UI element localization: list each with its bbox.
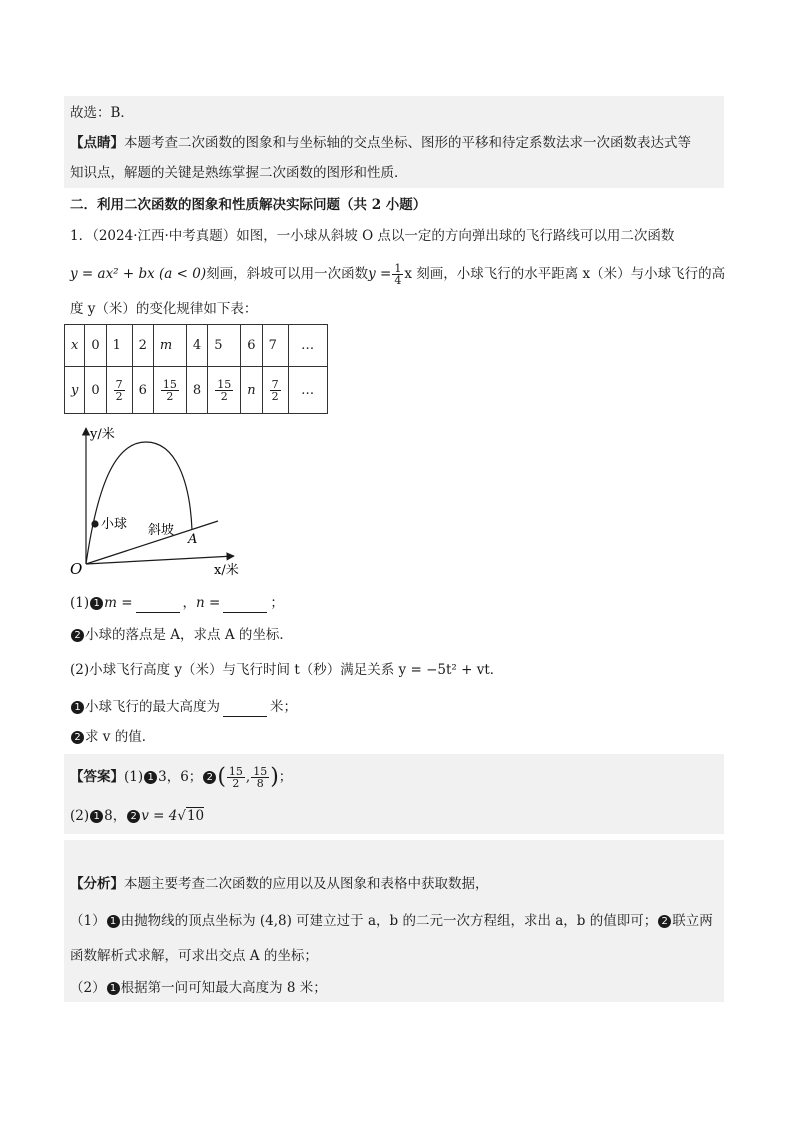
fraction-denominator: 2 [115, 389, 123, 403]
circled-one-icon: 1 [144, 771, 157, 784]
dianjing-line-2: 知识点，解题的关键是熟练掌握二次函数的图形和性质． [70, 165, 408, 181]
blank-m [136, 598, 180, 613]
analysis-text-2-end: 联立两 [672, 913, 713, 929]
question-1-2 [70, 625, 293, 645]
separator: ， [182, 595, 197, 611]
m-equals: m = [104, 595, 133, 611]
answer-values-1: 3，6； [158, 769, 203, 785]
fraction [114, 379, 125, 402]
table-cell [208, 367, 241, 414]
fraction-denominator: 2 [220, 389, 228, 403]
fraction-numerator: 15 [228, 765, 243, 778]
fraction-numerator: 1 [394, 262, 402, 275]
fraction-one-quarter [392, 263, 403, 286]
answer-label: 【答案】 [70, 769, 124, 785]
ball-label: 小球 [101, 517, 128, 532]
fraction [215, 379, 233, 402]
question-2: (2)小球飞行高度 y（米）与飞行时间 t（秒）满足关系 y = −5t² + vt． [70, 662, 504, 678]
question-2-2 [70, 727, 155, 747]
analysis-line-3: 函数解析式求解，可求出交点 A 的坐标； [70, 948, 318, 964]
circled-two-icon: 2 [203, 771, 216, 784]
table-cell: … [288, 325, 327, 367]
circled-two-icon: 2 [127, 810, 140, 823]
coord-comma: , [245, 769, 251, 785]
fraction [161, 379, 179, 402]
x-axis-label: x/米 [214, 563, 239, 578]
analysis-line-1 [70, 874, 489, 894]
fraction-denominator: 2 [232, 777, 240, 790]
n-equals: n = [196, 595, 221, 611]
fraction-denominator: 2 [271, 389, 279, 403]
analysis-text-4: 根据第一问可知最大高度为 8 米； [120, 980, 327, 996]
section-title: 二．利用二次函数的图象和性质解决实际问题（共 2 小题） [70, 197, 427, 213]
answer-line-1 [70, 766, 292, 789]
table-cell: y [65, 367, 85, 414]
answer-choice: 故选：B． [70, 105, 134, 121]
table-cell [262, 367, 288, 414]
slope-label: 斜坡 [148, 523, 175, 538]
linear-y: y = [368, 266, 392, 282]
parabola-curve [86, 442, 192, 564]
answer-line-2 [70, 806, 204, 826]
question-2-1 [70, 697, 297, 717]
circled-one-icon: 1 [71, 701, 84, 714]
question-2-1-unit: 米； [270, 699, 297, 715]
analysis-label: 【分析】 [70, 876, 124, 892]
problem-line-2 [70, 263, 725, 286]
fraction-denominator: 4 [394, 274, 402, 287]
dianjing-line-1 [70, 133, 691, 153]
problem-line-1: 1．（2024·江西·中考真题）如图，一小球从斜坡 O 点以一定的方向弹出球的飞行路线可以用二次函数 [70, 228, 675, 244]
circled-one-icon: 1 [90, 810, 103, 823]
fraction-numerator: 15 [162, 377, 177, 391]
sqrt-radicand: 10 [186, 808, 205, 824]
question-1-number: (1) [70, 595, 90, 611]
analysis-part-2: （2） [70, 980, 106, 996]
table-cell: … [288, 367, 327, 414]
analysis-line-4 [70, 978, 327, 998]
blank-max-height [223, 702, 267, 717]
table-cell: 1 [106, 325, 132, 367]
dianjing-label: 【点睛】 [70, 135, 124, 151]
table-cell [106, 367, 132, 414]
fraction-denominator: 8 [256, 777, 264, 790]
paren-open: ( [217, 764, 226, 790]
table-cell: 2 [132, 325, 153, 367]
table-row-x [65, 325, 328, 367]
problem-line-2-end: x 刻画，小球飞行的水平距离 x（米）与小球飞行的高 [404, 266, 726, 282]
blank-n [223, 598, 267, 613]
answer-end-1: ； [278, 769, 293, 785]
analysis-part-1: （1） [70, 913, 106, 929]
table-cell: 5 [208, 325, 241, 367]
point-a-label: A [188, 532, 198, 547]
coord-y-fraction [251, 766, 269, 789]
dianjing-text-1: 本题考查二次函数的图象和与坐标轴的交点坐标、图形的平移和待定系数法求一次函数表达式等 [124, 135, 691, 151]
value-table [64, 324, 328, 414]
fraction [270, 379, 281, 402]
sqrt-icon: √ [177, 808, 186, 824]
table-cell: 0 [85, 325, 106, 367]
circled-one-icon: 1 [107, 915, 120, 928]
table-cell: 8 [186, 367, 207, 414]
fraction-numerator: 15 [253, 765, 268, 778]
v-equation: v = 4 [141, 808, 178, 824]
circled-one-icon: 1 [90, 597, 103, 610]
question-1-2-text: 小球的落点是 A，求点 A 的坐标． [85, 627, 293, 643]
fraction-numerator: 7 [115, 377, 123, 391]
analysis-text-2: 由抛物线的顶点坐标为 (4,8) 可建立过于 a，b 的二元一次方程组，求出 a，b 的值即可； [120, 913, 658, 929]
ball-dot [91, 520, 98, 527]
table-cell: 7 [262, 325, 288, 367]
origin-label: O [70, 560, 83, 578]
problem-line-3: 度 y（米）的变化规律如下表： [70, 301, 258, 317]
table-row-y [65, 367, 328, 414]
fraction-denominator: 2 [166, 389, 174, 403]
problem-line-2-mid: 刻画，斜坡可以用一次函数 [206, 266, 369, 282]
circled-two-icon: 2 [71, 731, 84, 744]
fraction-numerator: 15 [217, 377, 232, 391]
circled-one-icon: 1 [107, 982, 120, 995]
y-axis-label: y/米 [90, 427, 115, 442]
answer-part-1: (1) [124, 769, 144, 785]
question-2-1-text: 小球飞行的最大高度为 [85, 699, 220, 715]
table-cell: 6 [132, 367, 153, 414]
analysis-line-2 [70, 911, 713, 931]
question-2-2-text: 求 v 的值． [85, 729, 156, 745]
table-cell [153, 367, 186, 414]
table-cell: m [153, 325, 186, 367]
fraction-numerator: 7 [271, 377, 279, 391]
table-cell: 4 [186, 325, 207, 367]
answer-values-2: 8， [104, 808, 127, 824]
circled-two-icon: 2 [658, 915, 671, 928]
quadratic-expression: y = ax² + bx (a < 0) [70, 266, 207, 282]
table-cell: x [65, 325, 85, 367]
table-cell: 6 [241, 325, 262, 367]
paren-close: ) [270, 764, 279, 790]
circled-two-icon: 2 [71, 629, 84, 642]
answer-part-2: (2) [70, 808, 90, 824]
question-1-1 [70, 593, 284, 613]
trajectory-figure [64, 422, 254, 582]
table-cell: n [241, 367, 262, 414]
analysis-text-1: 本题主要考查二次函数的应用以及从图象和表格中获取数据， [124, 876, 489, 892]
table-cell: 0 [85, 367, 106, 414]
coord-x-fraction [227, 766, 245, 789]
semicolon: ； [270, 595, 284, 611]
